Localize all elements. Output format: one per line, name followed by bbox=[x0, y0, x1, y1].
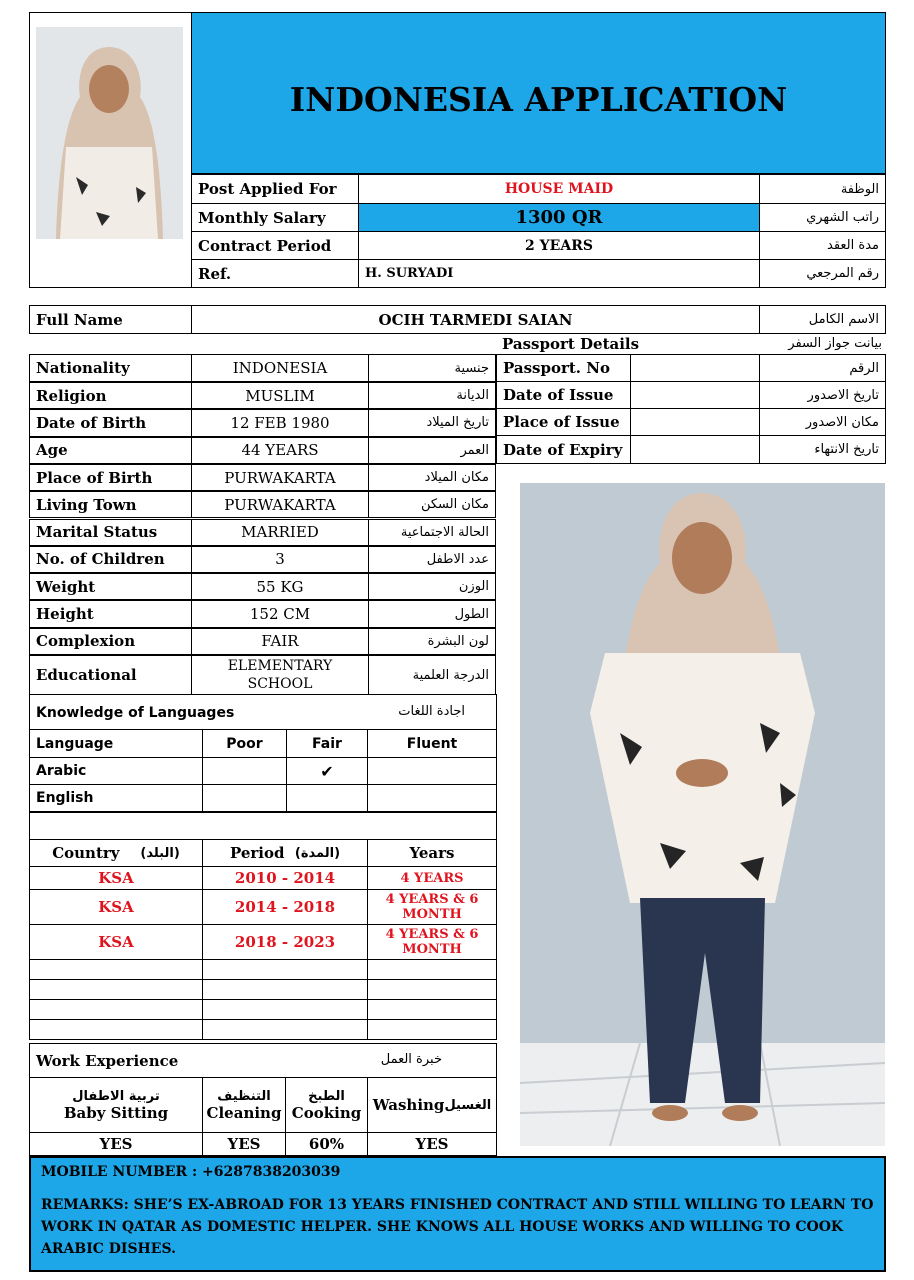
page-title: INDONESIA APPLICATION bbox=[289, 79, 788, 119]
portrait-photo-large bbox=[520, 483, 885, 1146]
salary-arabic: راتب الشهري bbox=[759, 203, 886, 232]
personal-label: Age bbox=[29, 437, 192, 464]
languages-title-arabic: اجادة اللغات bbox=[398, 704, 465, 719]
personal-arabic: مكان الميلاد bbox=[368, 464, 496, 491]
personal-arabic: لون البشرة bbox=[368, 628, 496, 655]
skill-header bbox=[202, 1077, 286, 1133]
passport-title-arabic: بيانت جواز السفر bbox=[788, 336, 882, 351]
personal-arabic: جنسية bbox=[368, 354, 496, 382]
skill-name-arabic: التنظيف bbox=[217, 1088, 271, 1104]
skill-name: Cleaning bbox=[206, 1103, 282, 1122]
exp-header-country bbox=[29, 839, 203, 867]
lang-row-fluent bbox=[367, 757, 497, 785]
personal-label: Educational bbox=[29, 655, 192, 695]
contract-label: Contract Period bbox=[191, 231, 359, 260]
exp-empty-cell bbox=[367, 1019, 497, 1040]
portrait-photo-small bbox=[36, 27, 183, 239]
skill-header bbox=[29, 1077, 203, 1133]
personal-arabic: عدد الاطفل bbox=[368, 546, 496, 573]
exp-empty-cell bbox=[367, 999, 497, 1020]
remarks: REMARKS: SHE’S EX-ABROAD FOR 13 YEARS FINISHED CONTRACT AND STILL WILLING TO LEARN TO WORK IN QATAR AS DOMESTIC HELPER. SHE KNOWS ALL HOUSE WORKS AND WILLING TO COOK ARABIC DISHES. bbox=[41, 1197, 874, 1257]
fullname-label: Full Name bbox=[29, 305, 192, 334]
issue-date-value bbox=[630, 381, 760, 409]
work-title: Work Experience bbox=[29, 1043, 497, 1078]
exp-header-period-arabic: (المدة) bbox=[294, 845, 341, 861]
ref-label: Ref. bbox=[191, 259, 359, 288]
exp-years: 4 YEARS & 6 MONTH bbox=[367, 924, 497, 960]
lang-header-cell: Fluent bbox=[367, 729, 497, 758]
skill-name: Cooking bbox=[291, 1103, 362, 1122]
personal-arabic: العمر bbox=[368, 437, 496, 464]
personal-label: Marital Status bbox=[29, 519, 192, 546]
ref-arabic: رقم المرجعي bbox=[759, 259, 886, 288]
lang-row-poor bbox=[202, 784, 287, 812]
fullname-arabic: الاسم الكامل bbox=[759, 305, 886, 334]
personal-arabic: الطول bbox=[368, 600, 496, 627]
personal-label: Nationality bbox=[29, 354, 192, 382]
skill-name: Washing bbox=[372, 1096, 445, 1114]
issue-place-arabic: مكان الاصدور bbox=[759, 408, 886, 436]
personal-label: Height bbox=[29, 600, 192, 627]
work-title-arabic: خبرة العمل bbox=[380, 1052, 442, 1067]
skill-name-arabic: تربية الاطفال bbox=[72, 1088, 160, 1104]
lang-row-name: Arabic bbox=[29, 757, 203, 785]
issue-date-label: Date of Issue bbox=[496, 381, 631, 409]
personal-value: 44 YEARS bbox=[191, 437, 369, 464]
lang-row-poor bbox=[202, 757, 287, 785]
personal-label: Date of Birth bbox=[29, 409, 192, 436]
exp-empty-cell bbox=[367, 979, 497, 1000]
exp-period: 2014 - 2018 bbox=[202, 889, 368, 925]
exp-empty-cell bbox=[202, 959, 368, 980]
exp-header-years: Years bbox=[367, 839, 497, 867]
exp-years: 4 YEARS bbox=[367, 866, 497, 890]
lang-header-cell: Poor bbox=[202, 729, 287, 758]
personal-value: MARRIED bbox=[191, 519, 369, 546]
passport-no-arabic: الرقم bbox=[759, 354, 886, 382]
exp-header-country-label: Country bbox=[52, 844, 120, 862]
skill-value: YES bbox=[367, 1132, 497, 1156]
salary-label: Monthly Salary bbox=[191, 203, 359, 232]
personal-value: 3 bbox=[191, 546, 369, 573]
contract-arabic: مدة العقد bbox=[759, 231, 886, 260]
exp-empty-cell bbox=[202, 979, 368, 1000]
exp-empty-cell bbox=[29, 959, 203, 980]
lang-header-cell: Language bbox=[29, 729, 203, 758]
exp-empty-cell bbox=[202, 1019, 368, 1040]
personal-label: Weight bbox=[29, 573, 192, 600]
personal-value: 55 KG bbox=[191, 573, 369, 600]
exp-empty-cell bbox=[29, 1019, 203, 1040]
lang-row-fair: ✔ bbox=[286, 757, 368, 785]
personal-value: 152 CM bbox=[191, 600, 369, 627]
salary-value: 1300 QR bbox=[358, 203, 760, 232]
post-value: HOUSE MAID bbox=[358, 174, 760, 204]
fullname-value: OCIH TARMEDI SAIAN bbox=[191, 305, 760, 334]
skill-header bbox=[367, 1077, 497, 1133]
exp-country: KSA bbox=[29, 924, 203, 960]
issue-place-value bbox=[630, 408, 760, 436]
post-label: Post Applied For bbox=[191, 174, 359, 204]
exp-period: 2010 - 2014 bbox=[202, 866, 368, 890]
issue-date-arabic: تاريخ الاصدور bbox=[759, 381, 886, 409]
exp-period: 2018 - 2023 bbox=[202, 924, 368, 960]
personal-label: Religion bbox=[29, 382, 192, 409]
personal-arabic: الديانة bbox=[368, 382, 496, 409]
footer-box bbox=[29, 1156, 886, 1272]
personal-arabic: الحالة الاجتماعية bbox=[368, 519, 496, 546]
personal-value: FAIR bbox=[191, 628, 369, 655]
personal-value: PURWAKARTA bbox=[191, 491, 369, 518]
personal-arabic: الوزن bbox=[368, 573, 496, 600]
personal-arabic: تاريخ الميلاد bbox=[368, 409, 496, 436]
personal-label: Place of Birth bbox=[29, 464, 192, 491]
lang-row-fluent bbox=[367, 784, 497, 812]
expiry-value bbox=[630, 435, 760, 464]
skill-name: Baby Sitting bbox=[63, 1103, 169, 1122]
personal-value: MUSLIM bbox=[191, 382, 369, 409]
post-arabic: الوظفة bbox=[759, 174, 886, 204]
personal-value: INDONESIA bbox=[191, 354, 369, 382]
contract-value: 2 YEARS bbox=[358, 231, 760, 260]
skill-value: YES bbox=[202, 1132, 286, 1156]
issue-place-label: Place of Issue bbox=[496, 408, 631, 436]
title-banner bbox=[191, 12, 886, 174]
personal-value: ELEMENTARY SCHOOL bbox=[191, 655, 369, 695]
exp-empty-cell bbox=[29, 979, 203, 1000]
skill-name-arabic: الطبخ bbox=[308, 1088, 345, 1104]
personal-arabic: مكان السكن bbox=[368, 491, 496, 518]
skill-value: YES bbox=[29, 1132, 203, 1156]
personal-value: PURWAKARTA bbox=[191, 464, 369, 491]
exp-empty-cell bbox=[367, 959, 497, 980]
skill-value: 60% bbox=[285, 1132, 368, 1156]
exp-empty-cell bbox=[29, 999, 203, 1020]
skill-name-arabic: الغسيل bbox=[444, 1097, 492, 1113]
exp-header-country-arabic: (البلد) bbox=[140, 845, 180, 861]
passport-title: Passport Details bbox=[502, 335, 640, 353]
exp-country: KSA bbox=[29, 866, 203, 890]
expiry-label: Date of Expiry bbox=[496, 435, 631, 464]
personal-value: 12 FEB 1980 bbox=[191, 409, 369, 436]
passport-no-value bbox=[630, 354, 760, 382]
lang-row-name: English bbox=[29, 784, 203, 812]
expiry-arabic: تاريخ الانتهاء bbox=[759, 435, 886, 464]
ref-value: H. SURYADI bbox=[358, 259, 760, 288]
lang-row-fair bbox=[286, 784, 368, 812]
personal-label: No. of Children bbox=[29, 546, 192, 573]
lang-header-cell: Fair bbox=[286, 729, 368, 758]
exp-years: 4 YEARS & 6 MONTH bbox=[367, 889, 497, 925]
mobile-number: MOBILE NUMBER : +6287838203039 bbox=[41, 1164, 341, 1180]
personal-arabic: الدرجة العلمية bbox=[368, 655, 496, 695]
passport-no-label: Passport. No bbox=[496, 354, 631, 382]
exp-country: KSA bbox=[29, 889, 203, 925]
exp-empty-cell bbox=[202, 999, 368, 1020]
experience-spacer bbox=[29, 812, 497, 840]
exp-header-period bbox=[202, 839, 368, 867]
skill-header bbox=[285, 1077, 368, 1133]
exp-header-period-label: Period bbox=[229, 844, 285, 862]
languages-title: Knowledge of Languages bbox=[29, 694, 497, 730]
personal-label: Complexion bbox=[29, 628, 192, 655]
personal-label: Living Town bbox=[29, 491, 192, 518]
